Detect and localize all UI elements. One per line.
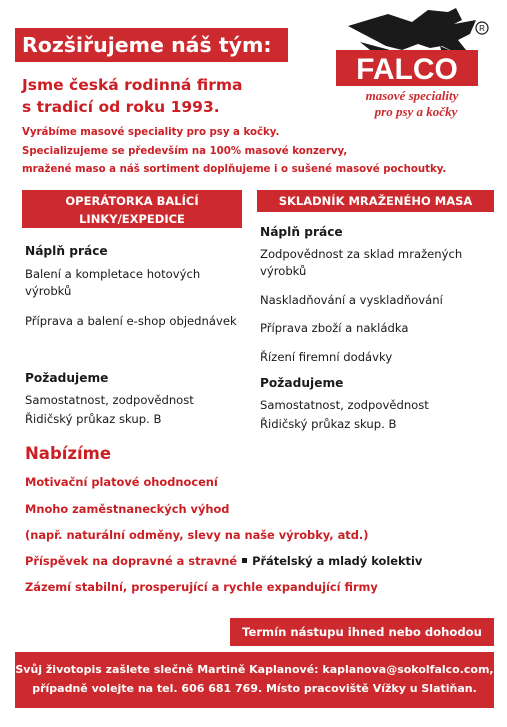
position-header-warehouse: SKLADNÍK MRAŽENÉHO MASA (257, 190, 494, 212)
duty-item: Příprava zboží a nakládka (260, 321, 409, 335)
requirement-item: Řidičský průkaz skup. B (260, 417, 397, 431)
duty-item: Řízení firemní dodávky (260, 349, 393, 364)
position-header-operator: OPERÁTORKA BALÍCÍ LINKY/EXPEDICE (22, 190, 242, 228)
requirement-item: Samostatnost, zodpovědnost (25, 392, 194, 407)
falco-logo (330, 6, 494, 124)
intro-line: Vyrábíme masové speciality pro psy a kočky. (22, 127, 280, 138)
warehouse-duties (260, 224, 495, 366)
operator-requirements (25, 370, 240, 429)
intro-line: mražené maso a náš sortiment doplňujeme i o sušené masové pochoutky. (22, 164, 447, 175)
headline (22, 74, 322, 118)
offer-item: Zázemí stabilní, prosperující a rychle expandující firmy (25, 580, 378, 594)
intro-line: Specializujeme se především na 100% masové konzervy, (22, 145, 348, 157)
page-title: Rozšiřujeme náš tým: (15, 28, 288, 62)
duty-item: Naskladňování a vyskladňování (260, 292, 443, 307)
requirements-heading: Požadujeme (25, 371, 109, 385)
offer-item: Mnoho zaměstnaneckých výhod (25, 502, 230, 516)
requirement-item: Řidičský průkaz skup. B (25, 412, 162, 426)
headline-line: Jsme česká rodinná firma (22, 76, 243, 94)
offer-heading: Nabízíme (25, 444, 112, 463)
offer-item: Přátelský a mladý kolektiv (252, 554, 423, 568)
headline-line: s tradicí od roku 1993. (22, 98, 220, 116)
logo-brand: FALCO (356, 53, 458, 86)
footer-line: případně volejte na tel. 606 681 769. Místo pracoviště Vížky u Slatiňan. (32, 682, 477, 695)
warehouse-requirements (260, 375, 495, 434)
logo-tagline-1: masové speciality (365, 88, 459, 103)
offer-item: (např. naturální odměny, slevy na naše výrobky, atd.) (25, 528, 369, 542)
logo-tagline-2: pro psy a kočky (374, 104, 458, 119)
duties-heading: Náplň práce (260, 225, 343, 239)
contact-footer (15, 652, 494, 708)
offer-item: Příspěvek na dopravné a stravné (25, 554, 238, 568)
start-date-note: Termín nástupu ihned nebo dohodou (230, 618, 494, 646)
requirement-item: Samostatnost, zodpovědnost (260, 397, 429, 412)
requirements-heading: Požadujeme (260, 376, 344, 390)
intro-text (22, 124, 492, 180)
offer-item: Motivační platové ohodnocení (25, 475, 218, 489)
offer-item-row (25, 554, 495, 568)
bullet-separator (242, 558, 247, 563)
duty-item: Zodpovědnost za sklad mražených výrobků (260, 246, 463, 278)
duty-item: Příprava a balení e-shop objednávek (25, 313, 237, 328)
duty-item: Balení a kompletace hotových výrobků (25, 266, 201, 298)
duties-heading: Náplň práce (25, 244, 108, 258)
svg-text:R: R (479, 24, 485, 33)
footer-line: Svůj životopis zašlete slečně Martině Kaplanové: kaplanova@sokolfalco.com, (15, 663, 494, 676)
operator-duties (25, 243, 240, 330)
